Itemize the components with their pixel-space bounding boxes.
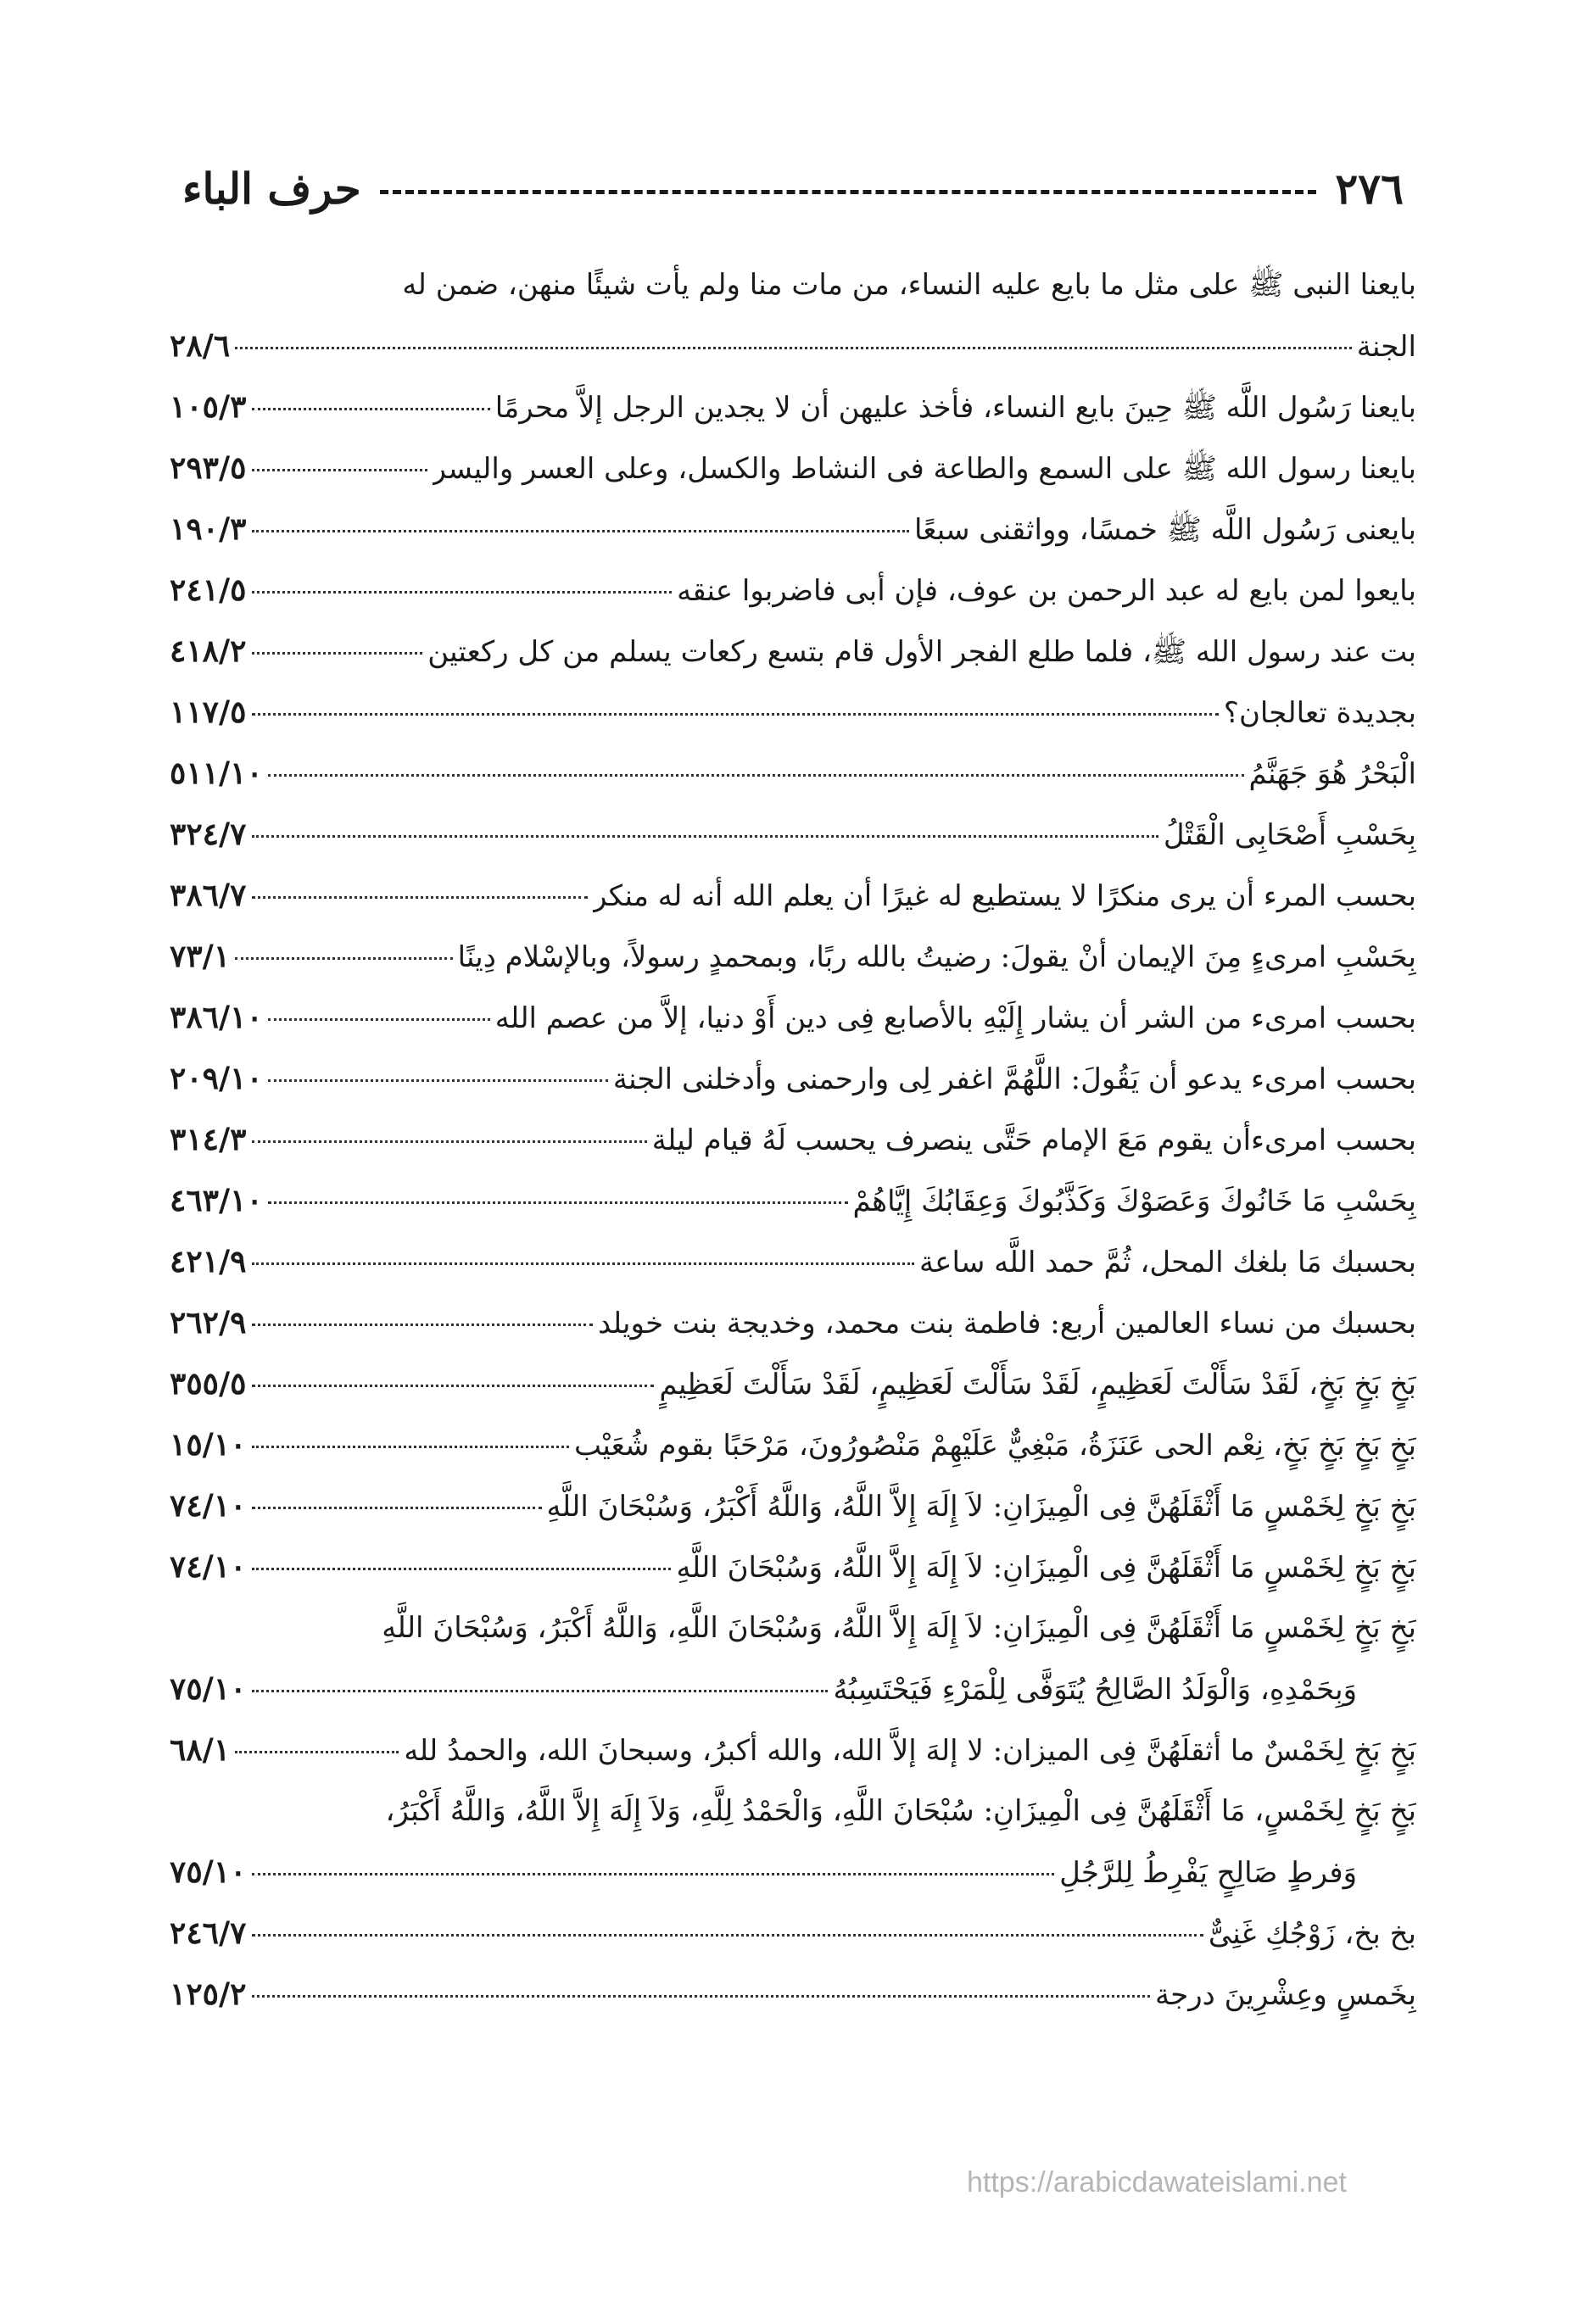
dot-leader: [268, 1079, 608, 1082]
entry-reference: ١١٧/٥: [170, 694, 247, 730]
index-entry: [170, 1170, 1416, 1231]
index-entry: [170, 560, 1416, 621]
entry-reference: ١٥/١٠: [170, 1427, 247, 1463]
entry-reference: ٦٨/١: [170, 1732, 231, 1768]
dot-leader: [252, 835, 1158, 838]
index-entry: [170, 1719, 1416, 1781]
entry-reference: ١٩٠/٣: [170, 511, 247, 547]
section-title: حرف الباء: [182, 163, 361, 214]
dot-leader: [268, 774, 1244, 777]
entry-text: بَخٍ بَخٍ لِخَمْسٍ مَا أَثْقَلَهُنَّ فِى الْمِيزَانِ: لاَ إِلَهَ إِلاَّ اللَّهُ، وَاللَّهُ أَكْبَرُ، وَسُبْحَانَ اللَّهِ: [546, 1490, 1416, 1524]
dot-leader: [252, 1446, 569, 1448]
entry-text: بايعوا لمن بايع له عبد الرحمن بن عوف، فإن أبى فاضربوا عنقه: [677, 574, 1416, 608]
entry-text: بِحَسْبِ امرىءٍ مِنَ الإيمان أنْ يقولَ: رضيتُ بالله ربًا، وبمحمدٍ رسولاً، وبالإسْلام دِينًا: [457, 940, 1416, 974]
index-entry: [170, 1292, 1416, 1353]
dot-leader: [252, 1140, 647, 1143]
dot-leader: [252, 1568, 672, 1570]
entry-text: بِحَسْبِ أَصْحَابِى الْقَتْلُ: [1163, 818, 1416, 852]
dot-leader: [252, 1385, 655, 1387]
entry-text: بَخٍ بَخٍ بَخٍ، لَقَدْ سَأَلْتَ لَعَظِيمٍ، لَقَدْ سَأَلْتَ لَعَظِيمٍ، لَقَدْ سَأَلْتَ لَعَظِيمٍ: [659, 1368, 1416, 1402]
dot-leader: [252, 896, 588, 899]
entry-text: الْبَحْرُ هُوَ جَهَنَّمُ: [1248, 757, 1416, 791]
entry-reference: ٤٢١/٩: [170, 1244, 247, 1279]
index-entry: [170, 1536, 1416, 1597]
entry-reference: ٤٦٣/١٠: [170, 1183, 263, 1218]
entry-text: بخ بخ، زَوْجُكِ غَنِىٌّ: [1208, 1917, 1416, 1951]
dot-leader: [252, 1690, 829, 1692]
entry-text: بَخٍ بَخٍ لِخَمْسٍ مَا أَثْقَلَهُنَّ فِى الْمِيزَانِ: لاَ إِلَهَ إِلاَّ اللَّهُ، وَسُبْحَانَ اللَّهِ، وَاللَّهُ أَكْبَرُ، وَسُبْحَانَ اللَّهِ: [382, 1611, 1416, 1645]
dot-leader: [235, 957, 453, 960]
entry-text: بحسب امرىء من الشر أن يشار إِلَيْهِ بالأصابع فِى دين أَوْ دنيا، إلاَّ من عصم الله: [494, 1001, 1416, 1035]
entry-reference: ٢٤٦/٧: [170, 1915, 247, 1951]
entry-reference: ١٠٥/٣: [170, 389, 247, 425]
index-entry: [170, 1597, 1416, 1719]
entry-text-continued: وَفرطٍ صَالِحٍ يَفْرِطُ لِلرَّجُلِ: [1059, 1856, 1357, 1890]
index-entry: [170, 1475, 1416, 1536]
entry-text: بحسب امرىءأن يقوم مَعَ الإمام حَتَّى ينصرف يحسب لَهُ قيام ليلة: [651, 1123, 1416, 1157]
index-entry: [170, 1964, 1416, 2025]
index-entry: [170, 1414, 1416, 1475]
index-entry: [170, 376, 1416, 437]
entry-reference: ٣٢٤/٧: [170, 816, 247, 852]
entry-reference: ٧٤/١٠: [170, 1549, 247, 1585]
entry-reference: ٢٤١/٥: [170, 572, 247, 608]
entry-text: بايعنا النبى ﷺ على مثل ما بايع عليه النساء، من مات منا ولم يأت شيئًا منهن، ضمن له: [402, 268, 1416, 302]
entry-text: بت عند رسول الله ﷺ، فلما طلع الفجر الأول قام بتسع ركعات يسلم من كل ركعتين: [427, 635, 1416, 669]
dot-leader: [252, 1873, 1055, 1875]
entry-text-continued: وَبِحَمْدِهِ، وَالْوَلَدُ الصَّالِحُ يُتَوَفَّى لِلْمَرْءِ فَيَحْتَسِبُهُ: [833, 1673, 1357, 1707]
index-entry: [170, 1048, 1416, 1109]
entry-text: بايعنا رسول الله ﷺ على السمع والطاعة فى النشاط والكسل، وعلى العسر واليسر: [432, 452, 1416, 486]
dot-leader: [252, 1507, 542, 1509]
entry-text: بجديدة تعالجان؟: [1223, 696, 1416, 730]
dot-leader: [268, 1201, 848, 1204]
index-entry: [170, 1231, 1416, 1292]
dot-leader: [252, 1995, 1151, 1998]
entry-reference: ٢٠٩/١٠: [170, 1061, 263, 1096]
index-entries: [170, 254, 1416, 2025]
dot-leader: [252, 469, 427, 471]
entry-reference: ٧٣/١: [170, 939, 231, 974]
entry-reference: ٤١٨/٢: [170, 633, 247, 669]
entry-reference: ٧٤/١٠: [170, 1488, 247, 1524]
dot-leader: [252, 652, 423, 655]
index-entry: [170, 682, 1416, 743]
entry-reference: ٣٨٦/٧: [170, 878, 247, 913]
index-entry: [170, 499, 1416, 560]
entry-text: بِخَمسٍ وعِشْرِينَ درجة: [1155, 1978, 1416, 2012]
entry-reference: ٣١٤/٣: [170, 1122, 247, 1157]
index-entry: [170, 926, 1416, 987]
index-entry: [170, 621, 1416, 682]
entry-text: بحسبك مَا بلغك المحل، ثُمَّ حمد اللَّه ساعة: [918, 1246, 1416, 1279]
entry-reference: ٢٦٢/٩: [170, 1305, 247, 1340]
index-entry: [170, 437, 1416, 499]
index-entry: [170, 1353, 1416, 1414]
index-entry: [170, 804, 1416, 865]
entry-text: بحسبك من نساء العالمين أربع: فاطمة بنت محمد، وخديجة بنت خويلد: [597, 1307, 1416, 1340]
entry-text: بايعنى رَسُول اللَّه ﷺ خمسًا، وواثقنى سبعًا: [913, 513, 1416, 547]
entry-reference: ١٢٥/٢: [170, 1976, 247, 2012]
index-entry: [170, 1109, 1416, 1170]
index-entry: [170, 987, 1416, 1048]
running-header: [182, 154, 1404, 222]
dot-leader: [252, 591, 673, 594]
index-entry: [170, 1903, 1416, 1964]
entry-reference: ٢٩٣/٥: [170, 450, 247, 486]
entry-text: بحسب امرىء يدعو أن يَقُولَ: اللَّهُمَّ اغفر لِى وارحمنى وأدخلنى الجنة: [612, 1062, 1416, 1096]
entry-reference: ٢٨/٦: [170, 328, 231, 364]
entry-text: بَخٍ بَخٍ لِخَمْسٍ مَا أَثْقَلَهُنَّ فِى الْمِيزَانِ: لاَ إِلَهَ إِلاَّ اللَّهُ، وَسُبْحَانَ اللَّهِ: [676, 1551, 1416, 1585]
header-dashed-rule: [380, 190, 1317, 194]
entry-text: بَخٍ بَخٍ لِخَمْسٍ، مَا أَثْقَلَهُنَّ فِى الْمِيزَانِ: سُبْحَانَ اللَّهِ، وَالْحَمْدُ لِلَّهِ، وَلاَ إِلَهَ إِلاَّ اللَّهُ، وَاللَّهُ أَكْبَرُ،: [385, 1794, 1416, 1828]
dot-leader: [252, 530, 909, 532]
dot-leader: [252, 713, 1219, 716]
entry-text: بَخٍ بَخٍ لِخَمْسٌ ما أثقلَهُنَّ فِى الميزان: لا إلهَ إلاَّ الله، والله أكبرُ، وسبحانَ الله، والحمدُ لله: [404, 1734, 1416, 1768]
dot-leader: [235, 1751, 399, 1753]
entry-text: بايعنا رَسُول اللَّه ﷺ حِينَ بايع النساء، فأخذ عليهن أن لا يجدين الرجل إلاَّ محرمًا: [494, 391, 1416, 425]
website-watermark: https://arabicdawateislami.net: [967, 2166, 1347, 2199]
dot-leader: [252, 1324, 593, 1326]
dot-leader: [252, 1934, 1203, 1937]
index-entry: [170, 1781, 1416, 1903]
page-number: ٢٧٦: [1335, 163, 1404, 214]
index-entry: [170, 254, 1416, 376]
entry-text-continued: الجنة: [1356, 330, 1416, 364]
entry-reference: ٧٥/١٠: [170, 1854, 247, 1890]
dot-leader: [252, 408, 490, 410]
dot-leader: [235, 347, 1352, 349]
entry-text: بحسب المرء أن يرى منكرًا لا يستطيع له غيرًا أن يعلم الله أنه له منكر: [592, 879, 1416, 913]
entry-reference: ٣٥٥/٥: [170, 1366, 247, 1402]
entry-reference: ٥١١/١٠: [170, 755, 263, 791]
index-entry: [170, 865, 1416, 926]
entry-reference: ٣٨٦/١٠: [170, 1000, 263, 1035]
entry-reference: ٧٥/١٠: [170, 1671, 247, 1707]
entry-text: بِحَسْبِ مَا خَانُوكَ وَعَصَوْكَ وَكَذَّبُوكَ وَعِقَابُكَ إِيَّاهُمْ: [852, 1184, 1416, 1218]
index-entry: [170, 743, 1416, 804]
entry-text: بَخٍ بَخٍ بَخٍ بَخٍ، نِعْم الحى عَنَزَةُ، مَبْغِيٌّ عَلَيْهِمْ مَنْصُورُونَ، مَرْحَبًا بقوم شُعَيْب: [573, 1429, 1416, 1463]
dot-leader: [268, 1018, 490, 1021]
dot-leader: [252, 1262, 914, 1265]
